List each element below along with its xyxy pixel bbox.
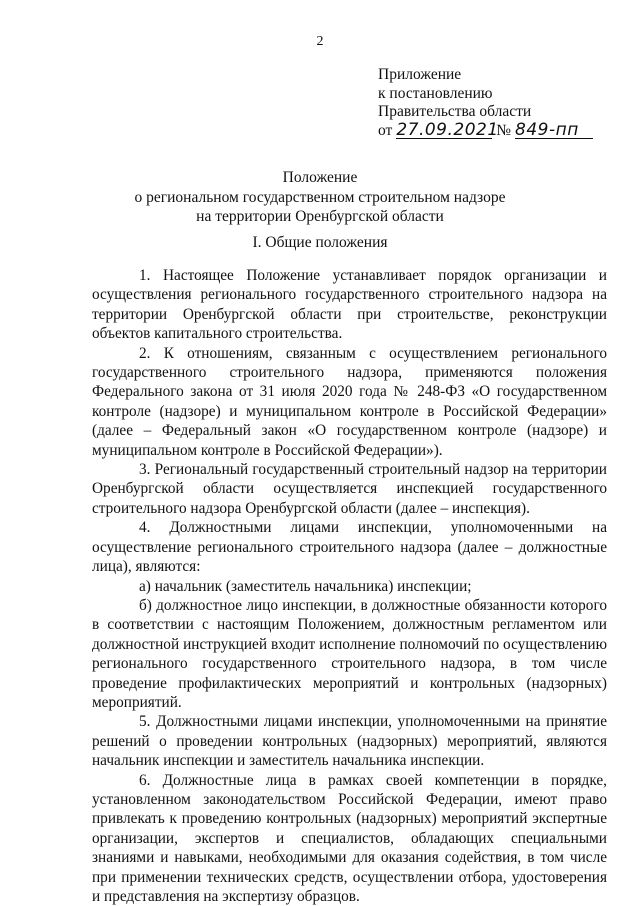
handwritten-number: 849-пп: [515, 122, 593, 139]
handwritten-date: 27.09.2021: [396, 119, 499, 140]
paragraph-2: 2. К отношениям, связанным с осуществлением регионального государственного строительного надзора, применяются положения Федерального закона от 31 июля 2020 года № 248-ФЗ «О государственном контроле (надзоре) и муниципальном контроле в Российской Федерации» (далее – Федеральный закон «О государственном контроле (надзоре) и муниципальном контроле в Российской Федерации»).: [92, 344, 607, 459]
appendix-government: Правительства области: [378, 103, 532, 120]
title-line-3: на территории Оренбургской области: [196, 208, 444, 225]
title-line-1: Положение: [282, 169, 358, 186]
date-prefix: от: [378, 121, 393, 139]
number-prefix: №: [496, 121, 511, 139]
document-body: [92, 266, 607, 906]
appendix-title: Приложение: [378, 66, 462, 83]
paragraph-5: 5. Должностными лицами инспекции, уполномоченными на принятие решений о проведении контрольных (надзорных) мероприятий, являются начальник инспекции и заместитель начальника инспекции.: [92, 713, 607, 770]
paragraph-3: 3. Региональный государственный строительный надзор на территории Оренбургской области осуществляется инспекцией государственного строительного надзора Оренбургской области (далее – инспекция).: [92, 461, 607, 517]
paragraph-6: 6. Должностные лица в рамках своей компетенции в порядке, установленном законодательством Российской Федерации, имеют право привлекать к проведению контрольных (надзорных) мероприятий экспертные организации, экспертов и специалистов, обладающих специальными знаниями и навыками, необходимыми для оказания содействия, в том числе при применении технических средств, осуществлении отбора, удостоверения и представления на экспертизу образцов.: [92, 771, 607, 905]
paragraph-4b: б) должностное лицо инспекции, в должностные обязанности которого в соответствии с настоящим Положением, должностным регламентом или должностной инструкцией входит исполнение полномочий по осуществлению регионального государственного строительного надзора, в том числе проведение профилактических мероприятий и контрольных (надзорных) мероприятий.: [92, 596, 607, 711]
appendix-date-number-line: [378, 119, 628, 141]
page-number: 2: [316, 34, 324, 49]
title-line-2: о региональном государственном строительном надзоре: [134, 188, 506, 206]
paragraph-1: 1. Настоящее Положение устанавливает порядок организации и осуществления регионального государственного строительного надзора на территории Оренбургской области при строительстве, реконструкции объектов капитального строительства.: [92, 267, 607, 343]
paragraph-4a: а) начальник (заместитель начальника) инспекции;: [139, 577, 472, 595]
appendix-block: [378, 66, 628, 140]
section-heading: I. Общие положения: [252, 234, 388, 251]
appendix-resolution: к постановлению: [378, 84, 493, 102]
document-title: [0, 168, 640, 227]
paragraph-4: 4. Должностными лицами инспекции, уполномоченными на осуществление регионального строительного надзора (далее – должностные лица), являются:: [92, 519, 607, 576]
